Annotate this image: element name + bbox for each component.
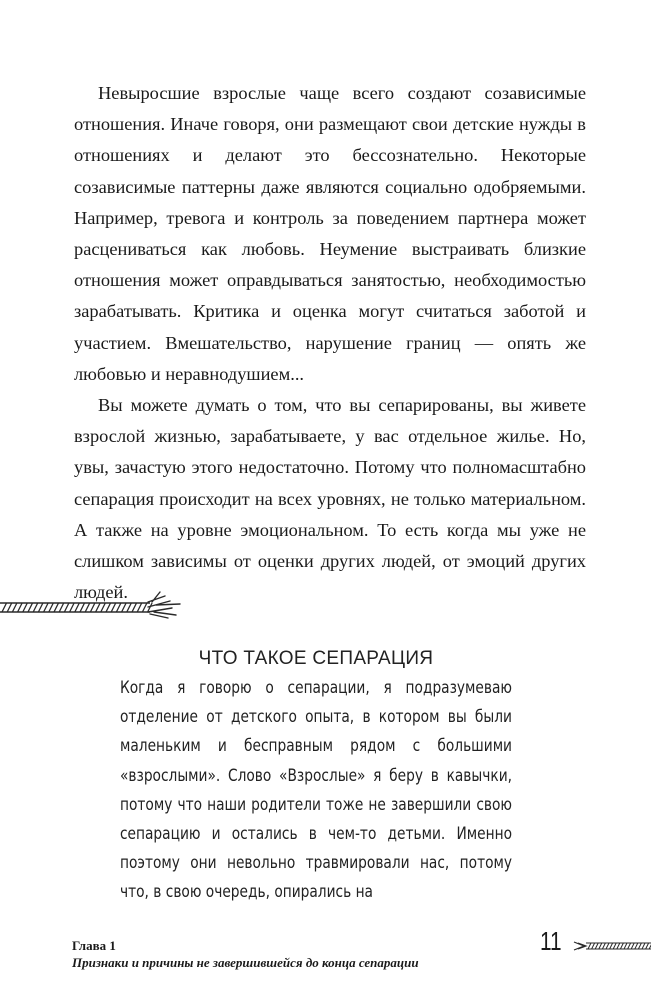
rope-ornament-icon xyxy=(0,590,190,624)
paragraph-1: Невыросшие взрослые чаще всего создают созависимые отношения. Иначе говоря, они размещают свои детские нужды в отношениях и делают это бессознательно. Некоторые созависимые паттерны даже являются социально одобряемыми. Например, тревога и контроль за поведением партнера может расцениваться как любовь. Неумение выстраивать близкие отношения может оправдываться занятостью, необходимостью зарабатывать. Критика и оценка могут считаться заботой и участием. Вмешательство, нарушение границ — опять же любовью и неравнодушием... xyxy=(74,83,586,384)
footer-chapter: Глава 1 xyxy=(72,938,116,953)
paragraph-2: Вы можете думать о том, что вы сепарированы, вы живете взрослой жизнью, зарабатываете, у вас отдельное жилье. Но, увы, зачастую этого недостаточно. Потому что полномасштабно сепарация происходит на всех уровнях, не только материальном. А также на уровне эмоциональном. То есть когда мы уже не слишком зависимы от оценки других людей, от эмоций других людей. xyxy=(74,395,586,603)
rope-small-ornament-icon xyxy=(572,938,651,954)
footer-subtitle: Признаки и причины не завершившейся до конца сепарации xyxy=(72,955,419,970)
page-footer xyxy=(72,937,419,971)
sidebar-box xyxy=(120,648,512,908)
page-number: 11 xyxy=(540,926,562,956)
sidebar-text: Когда я говорю о сепарации, я подразумеваю отделение от детского опыта, в котором вы были маленьким и бесправным рядом с большими «взрослыми». Слово «Взрослые» я беру в кавычки, потому что наши родители тоже не завершили свою сепарацию и остались в чем-то детьми. Именно поэтому они невольно травмировали нас, потому что, в свою очередь, опирались на xyxy=(120,678,512,903)
main-text xyxy=(74,78,586,608)
sidebar-heading: ЧТО ТАКОЕ СЕПАРАЦИЯ xyxy=(198,648,434,669)
